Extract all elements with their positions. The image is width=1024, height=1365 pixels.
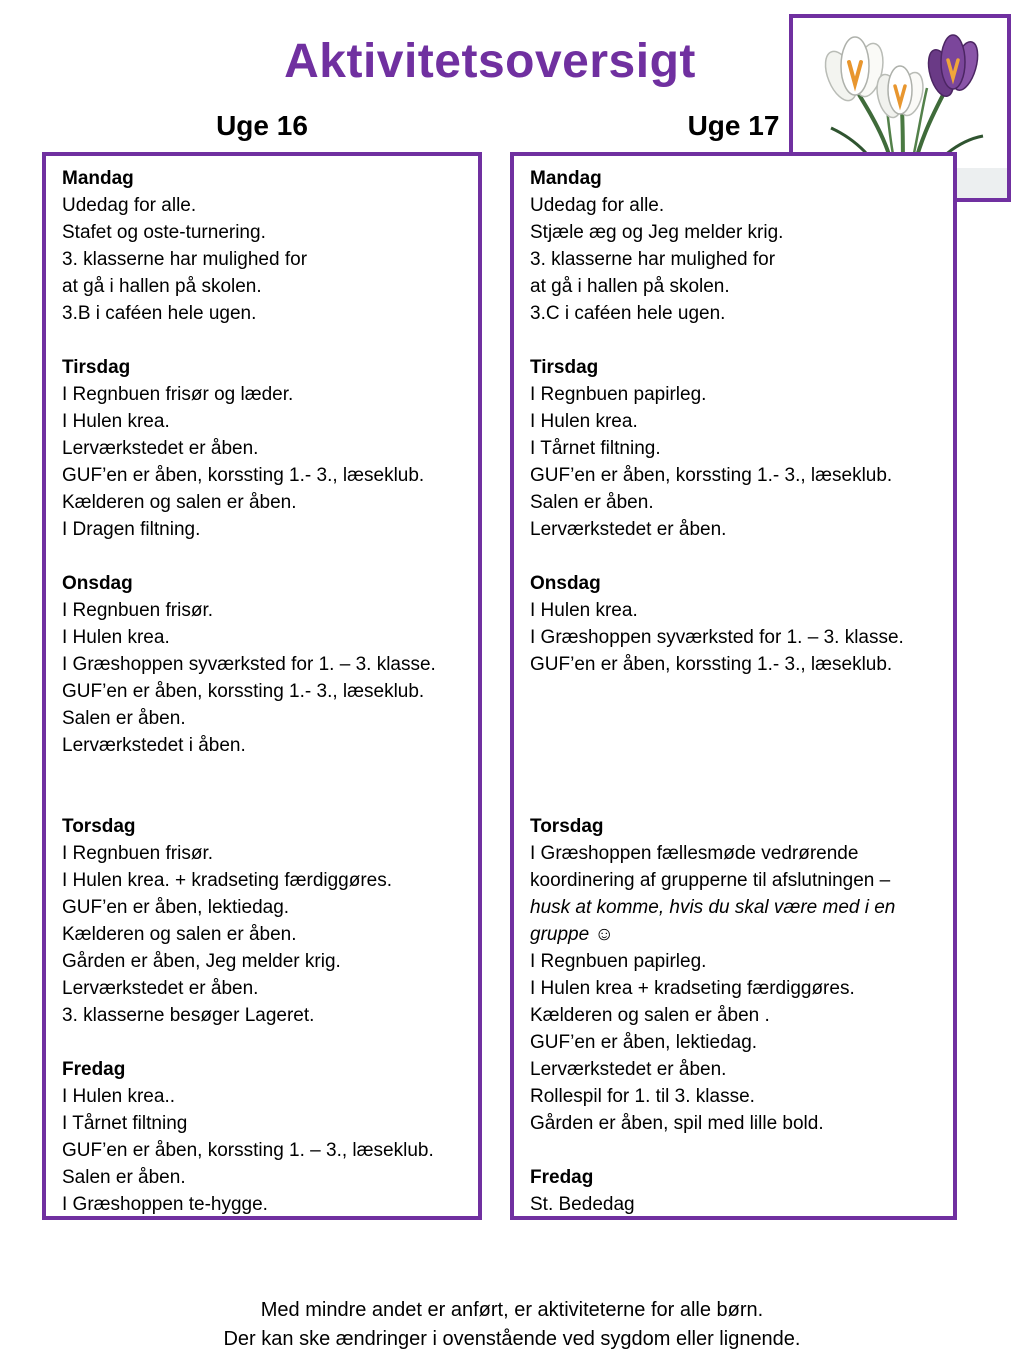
day-block bbox=[62, 354, 462, 570]
day-name: Onsdag bbox=[530, 573, 601, 594]
activity-line: GUF’en er åben, korssting 1.- 3., læseklub. bbox=[62, 465, 425, 486]
activity-line bbox=[62, 327, 462, 354]
activity-line bbox=[530, 1137, 937, 1164]
day-name: Onsdag bbox=[62, 573, 133, 594]
activity-line: I Regnbuen papirleg. bbox=[530, 951, 707, 972]
activity-line: koordinering af grupperne til afslutningen – bbox=[530, 870, 891, 891]
footer-note bbox=[0, 1296, 1024, 1354]
day-name: Tirsdag bbox=[530, 357, 599, 378]
activity-line: Rollespil for 1. til 3. klasse. bbox=[530, 1086, 755, 1107]
footer-line-2: Der kan ske ændringer i ovenstående ved sygdom eller lignende. bbox=[223, 1328, 801, 1350]
week-label-uge-17: Uge 17 bbox=[687, 110, 780, 141]
day-block bbox=[530, 354, 937, 570]
activity-line: I Hulen krea.. bbox=[62, 1086, 175, 1107]
activity-line: I Hulen krea. bbox=[62, 627, 170, 648]
activity-line: husk at komme, hvis du skal være med i en bbox=[530, 897, 896, 918]
footer-line-1: Med mindre andet er anført, er aktiviteterne for alle børn. bbox=[260, 1299, 764, 1321]
day-block bbox=[530, 165, 937, 354]
day-block bbox=[62, 813, 462, 1056]
activity-line bbox=[62, 1029, 462, 1056]
day-block bbox=[530, 1164, 937, 1218]
activity-line: I Tårnet filtning. bbox=[530, 438, 661, 459]
activity-line: Lerværkstedet er åben. bbox=[530, 1059, 727, 1080]
activity-line: I Græshoppen fællesmøde vedrørende bbox=[530, 843, 859, 864]
day-block bbox=[62, 165, 462, 354]
activity-line: Salen er åben. bbox=[62, 708, 186, 729]
activity-line: Gården er åben, spil med lille bold. bbox=[530, 1113, 824, 1134]
activity-line: Kælderen og salen er åben . bbox=[530, 1005, 770, 1026]
activity-line bbox=[62, 786, 462, 813]
activity-line: GUF’en er åben, lektiedag. bbox=[62, 897, 290, 918]
day-name: Mandag bbox=[62, 168, 134, 189]
day-name: Fredag bbox=[62, 1059, 126, 1080]
activity-line: Kælderen og salen er åben. bbox=[62, 492, 297, 513]
activity-line: I Regnbuen frisør. bbox=[62, 843, 214, 864]
activity-line: 3. klasserne har mulighed for bbox=[62, 249, 308, 270]
activity-line bbox=[530, 732, 937, 759]
activity-line: I Hulen krea. bbox=[62, 411, 170, 432]
activity-line bbox=[62, 759, 462, 786]
activity-line: I Tårnet filtning bbox=[62, 1113, 188, 1134]
day-name: Fredag bbox=[530, 1167, 594, 1188]
activity-line: Stafet og oste-turnering. bbox=[62, 222, 266, 243]
activity-line bbox=[530, 327, 937, 354]
week-box-uge-17 bbox=[510, 152, 957, 1220]
activity-line: Lerværkstedet er åben. bbox=[530, 519, 727, 540]
day-name: Torsdag bbox=[530, 816, 604, 837]
activity-line: Lerværkstedet er åben. bbox=[62, 978, 259, 999]
week-label-uge-16: Uge 16 bbox=[216, 110, 308, 141]
activity-line: I Hulen krea. + kradseting færdiggøres. bbox=[62, 870, 393, 891]
activity-line bbox=[530, 759, 937, 786]
activity-line: Gården er åben, Jeg melder krig. bbox=[62, 951, 341, 972]
activity-line: Udedag for alle. bbox=[530, 195, 665, 216]
activity-line: 3.C i caféen hele ugen. bbox=[530, 303, 726, 324]
day-name: Tirsdag bbox=[62, 357, 131, 378]
activity-line: Lerværkstedet er åben. bbox=[62, 438, 259, 459]
activity-line: I Hulen krea. bbox=[530, 600, 638, 621]
activity-line: I Hulen krea + kradseting færdiggøres. bbox=[530, 978, 855, 999]
activity-line: Lerværkstedet i åben. bbox=[62, 735, 246, 756]
week-box-uge-16 bbox=[42, 152, 482, 1220]
activity-line bbox=[530, 543, 937, 570]
activity-line: 3. klasserne besøger Lageret. bbox=[62, 1005, 315, 1026]
day-block bbox=[530, 570, 937, 813]
activity-line: I Regnbuen papirleg. bbox=[530, 384, 707, 405]
activity-line bbox=[62, 543, 462, 570]
activity-line: St. Bededag bbox=[530, 1194, 635, 1215]
activity-line: I Græshoppen syværksted for 1. – 3. klasse. bbox=[530, 627, 904, 648]
day-name: Mandag bbox=[530, 168, 602, 189]
activity-line: I Græshoppen syværksted for 1. – 3. klasse. bbox=[62, 654, 436, 675]
activity-line: Udedag for alle. bbox=[62, 195, 197, 216]
activity-line: GUF’en er åben, korssting 1. – 3., læseklub. bbox=[62, 1140, 434, 1161]
activity-line: gruppe ☺ bbox=[530, 924, 614, 945]
activity-line: I Regnbuen frisør og læder. bbox=[62, 384, 294, 405]
activity-line: 3.B i caféen hele ugen. bbox=[62, 303, 257, 324]
activity-line bbox=[530, 705, 937, 732]
activity-line: Salen er åben. bbox=[530, 492, 654, 513]
day-block bbox=[62, 570, 462, 813]
activity-line: Salen er åben. bbox=[62, 1167, 186, 1188]
activity-line: GUF’en er åben, lektiedag. bbox=[530, 1032, 758, 1053]
activity-line: GUF’en er åben, korssting 1.- 3., læseklub. bbox=[530, 465, 893, 486]
activity-line: Stjæle æg og Jeg melder krig. bbox=[530, 222, 784, 243]
activity-line: I Dragen filtning. bbox=[62, 519, 201, 540]
day-name: Torsdag bbox=[62, 816, 136, 837]
activity-line: I Hulen krea. bbox=[530, 411, 638, 432]
activity-line: at gå i hallen på skolen. bbox=[62, 276, 262, 297]
activity-line bbox=[530, 678, 937, 705]
day-block bbox=[530, 813, 937, 1164]
page-title: Aktivitetsoversigt bbox=[284, 35, 696, 88]
activity-line: 3. klasserne har mulighed for bbox=[530, 249, 776, 270]
activity-line: GUF’en er åben, korssting 1.- 3., læseklub. bbox=[62, 681, 425, 702]
activity-line: at gå i hallen på skolen. bbox=[530, 276, 730, 297]
activity-line bbox=[530, 786, 937, 813]
activity-line: I Græshoppen te-hygge. bbox=[62, 1194, 268, 1215]
activity-line: I Regnbuen frisør. bbox=[62, 600, 214, 621]
activity-line: GUF’en er åben, korssting 1.- 3., læseklub. bbox=[530, 654, 893, 675]
day-block bbox=[62, 1056, 462, 1218]
activity-line: Kælderen og salen er åben. bbox=[62, 924, 297, 945]
